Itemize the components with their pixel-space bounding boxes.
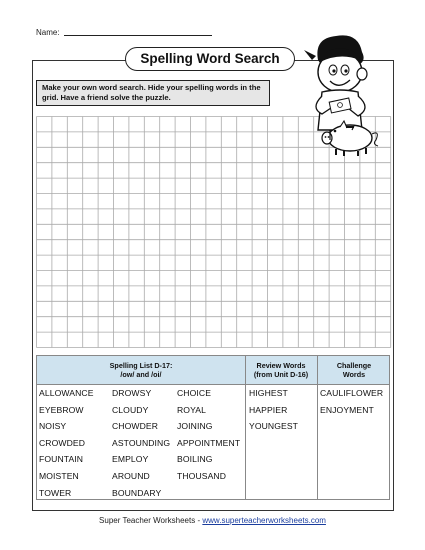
word-list-table bbox=[36, 355, 390, 500]
spelling-word: BOILING bbox=[177, 454, 213, 465]
spelling-word: CLOUDY bbox=[112, 404, 149, 415]
footer-link[interactable]: www.superteacherworksheets.com bbox=[202, 516, 326, 525]
name-field[interactable] bbox=[36, 28, 212, 37]
word-list-header bbox=[37, 356, 389, 385]
spelling-word: DROWSY bbox=[112, 388, 152, 398]
footer bbox=[0, 516, 425, 525]
spelling-word: EYEBROW bbox=[39, 404, 84, 415]
spelling-word: YOUNGEST bbox=[249, 421, 299, 432]
spelling-word: FOUNTAIN bbox=[39, 454, 84, 465]
spelling-word: NOISY bbox=[39, 421, 67, 432]
spelling-word: ENJOYMENT bbox=[320, 404, 374, 415]
spelling-list-heading: Spelling List D-17: /ow/ and /oi/ bbox=[109, 361, 173, 379]
spelling-word: EMPLOY bbox=[112, 454, 149, 465]
spelling-word: ASTOUNDING bbox=[112, 437, 171, 448]
spelling-word: AROUND bbox=[112, 471, 150, 481]
spelling-word: MOISTEN bbox=[39, 471, 79, 481]
spelling-word: HAPPIER bbox=[249, 404, 288, 415]
name-underline[interactable] bbox=[64, 29, 212, 36]
spelling-word: CROWDED bbox=[39, 437, 86, 448]
spelling-word: CHOWDER bbox=[112, 421, 159, 432]
challenge-words-heading: Challenge Words bbox=[336, 361, 372, 379]
boy-with-piggy-bank-icon bbox=[300, 30, 384, 160]
spelling-word: CHOICE bbox=[177, 388, 212, 398]
spelling-word: TOWER bbox=[39, 487, 72, 498]
footer-text: Super Teacher Worksheets - bbox=[99, 516, 203, 525]
worksheet-title: Spelling Word Search bbox=[125, 47, 295, 71]
column-divider bbox=[245, 356, 246, 499]
column-divider bbox=[317, 356, 318, 499]
spelling-word: THOUSAND bbox=[177, 471, 227, 481]
name-label: Name: bbox=[36, 28, 60, 37]
spelling-word: APPOINTMENT bbox=[177, 437, 241, 448]
review-words-heading: Review Words (from Unit D-16) bbox=[253, 361, 309, 379]
spelling-word: ROYAL bbox=[177, 404, 206, 415]
spelling-word: JOINING bbox=[177, 421, 213, 432]
spelling-word: CAULIFLOWER bbox=[320, 388, 384, 398]
spelling-word: HIGHEST bbox=[249, 388, 288, 398]
instructions-box: Make your own word search. Hide your spelling words in the grid. Have a friend solve the puzzle. bbox=[36, 80, 270, 106]
spelling-word: ALLOWANCE bbox=[39, 388, 94, 398]
spelling-word: BOUNDARY bbox=[112, 487, 162, 498]
